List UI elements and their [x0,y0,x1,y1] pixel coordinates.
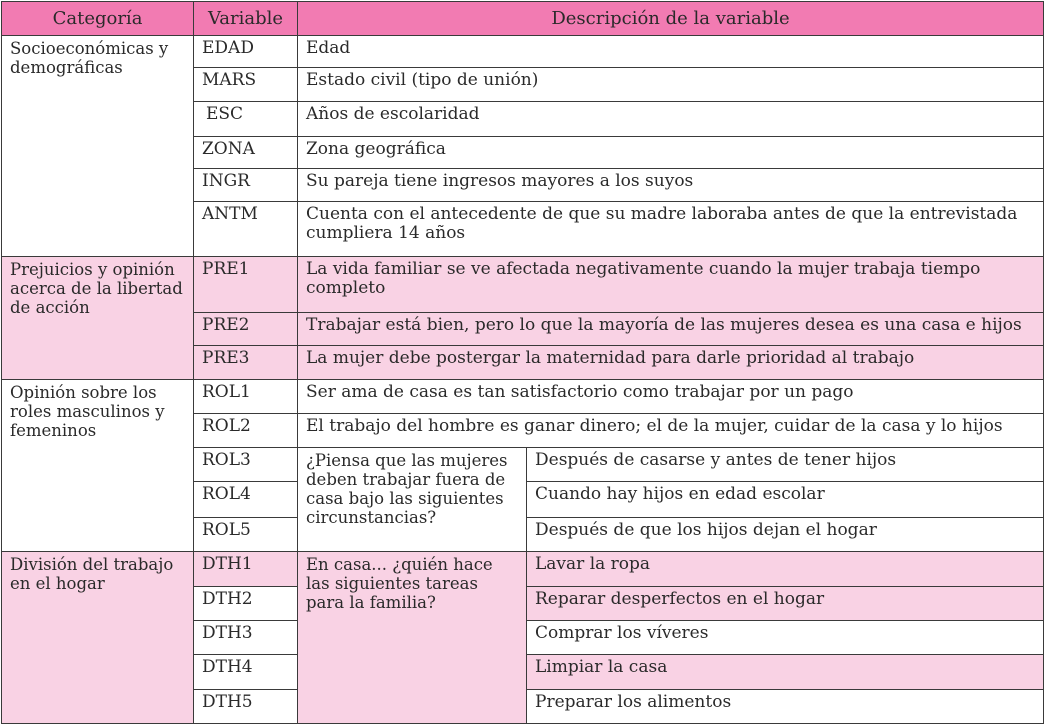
variable-code: DTH4 [194,655,298,689]
variable-description: Lavar la ropa [527,552,1044,586]
category-cell: División del trabajo en el hogar [2,552,194,724]
variable-description: Cuando hay hijos en edad escolar [527,482,1044,517]
variable-code: ROL5 [194,517,298,551]
variable-code: DTH5 [194,689,298,723]
table-row [2,36,1044,68]
variable-description: Comprar los víveres [527,620,1044,654]
variables-table [1,1,1044,724]
variable-code: ANTM [194,201,298,257]
table-row [2,552,1044,586]
variable-description: Zona geográfica [298,137,1044,169]
header-row [2,2,1044,36]
variable-code: DTH3 [194,620,298,654]
variable-description: Después de que los hijos dejan el hogar [527,517,1044,551]
question-cell: ¿Piensa que las mujeres deben trabajar fuera de casa bajo las siguientes circunstancias? [298,448,527,552]
variable-description: El trabajo del hombre es ganar dinero; el de la mujer, cuidar de la casa y lo hijos [298,413,1044,447]
variable-code: ROL1 [194,380,298,413]
table-row [2,257,1044,313]
question-cell: En casa... ¿quién hace las siguientes tareas para la familia? [298,552,527,724]
table-row [2,380,1044,413]
variable-description: La mujer debe postergar la maternidad para darle prioridad al trabajo [298,346,1044,380]
header-variable: Variable [194,2,298,36]
variable-code: ROL2 [194,413,298,447]
variable-description: Después de casarse y antes de tener hijos [527,448,1044,482]
variable-description: Trabajar está bien, pero lo que la mayoría de las mujeres desea es una casa e hijos [298,312,1044,345]
variable-description: Cuenta con el antecedente de que su madre laboraba antes de que la entrevistada cumpliera 14 años [298,201,1044,257]
variable-description: Años de escolaridad [298,101,1044,136]
variable-code: PRE1 [194,257,298,313]
variable-code: MARS [194,68,298,101]
variable-code: ZONA [194,137,298,169]
variable-description: Estado civil (tipo de unión) [298,68,1044,101]
category-cell: Socioeconómicas y demográficas [2,36,194,257]
variable-description: Su pareja tiene ingresos mayores a los suyos [298,169,1044,201]
variable-code: ROL3 [194,448,298,482]
variable-description: Limpiar la casa [527,655,1044,689]
variable-code: EDAD [194,36,298,68]
header-description: Descripción de la variable [298,2,1044,36]
variable-description: Reparar desperfectos en el hogar [527,586,1044,620]
variable-description: Edad [298,36,1044,68]
variable-description: La vida familiar se ve afectada negativamente cuando la mujer trabaja tiempo completo [298,257,1044,313]
variable-code: PRE2 [194,312,298,345]
category-cell: Opinión sobre los roles masculinos y femeninos [2,380,194,552]
variable-code: PRE3 [194,346,298,380]
category-cell: Prejuicios y opinión acerca de la libertad de acción [2,257,194,380]
variable-code: DTH2 [194,586,298,620]
variable-description: Preparar los alimentos [527,689,1044,723]
variable-code: INGR [194,169,298,201]
variable-description: Ser ama de casa es tan satisfactorio como trabajar por un pago [298,380,1044,413]
header-category: Categoría [2,2,194,36]
variable-code: DTH1 [194,552,298,586]
variable-code: ESC [194,101,298,136]
variable-code: ROL4 [194,482,298,517]
